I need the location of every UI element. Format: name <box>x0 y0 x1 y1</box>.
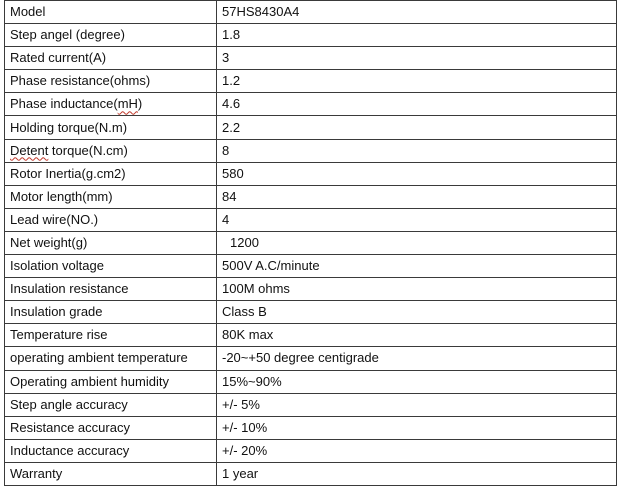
spec-row-operating-humidity <box>5 370 617 393</box>
spec-value: 80K max <box>217 324 617 347</box>
spec-value: 100M ohms <box>217 278 617 301</box>
spec-row-detent-torque <box>5 139 617 162</box>
spec-value: 8 <box>217 139 617 162</box>
spec-value: -20~+50 degree centigrade <box>217 347 617 370</box>
spec-row-phase-inductance <box>5 93 617 116</box>
spec-label: Isolation voltage <box>5 255 217 278</box>
spec-row-rotor-inertia <box>5 162 617 185</box>
spec-label: Resistance accuracy <box>5 416 217 439</box>
spec-value: 1.2 <box>217 70 617 93</box>
spec-row-holding-torque <box>5 116 617 139</box>
spec-row-warranty <box>5 462 617 485</box>
spec-value: 2.2 <box>217 116 617 139</box>
spec-row-motor-length <box>5 185 617 208</box>
spec-value: +/- 5% <box>217 393 617 416</box>
spec-label: Holding torque(N.m) <box>5 116 217 139</box>
spec-label: Motor length(mm) <box>5 185 217 208</box>
spec-value: 3 <box>217 47 617 70</box>
spec-row-lead-wire <box>5 208 617 231</box>
spec-value: 4.6 <box>217 93 617 116</box>
spec-label: Lead wire(NO.) <box>5 208 217 231</box>
spec-value: 4 <box>217 208 617 231</box>
spec-row-temperature-rise <box>5 324 617 347</box>
spec-label: Step angle accuracy <box>5 393 217 416</box>
spellcheck-underlined-text: mH <box>117 96 138 112</box>
spec-label: Insulation grade <box>5 301 217 324</box>
motor-spec-table <box>4 0 617 486</box>
spec-label: Temperature rise <box>5 324 217 347</box>
spec-row-model <box>5 1 617 24</box>
spec-value: 580 <box>217 162 617 185</box>
spec-value: Class B <box>217 301 617 324</box>
spec-label: Rated current(A) <box>5 47 217 70</box>
spec-row-insulation-grade <box>5 301 617 324</box>
spec-label <box>5 139 217 162</box>
spec-row-inductance-accuracy <box>5 439 617 462</box>
spec-label <box>5 93 217 116</box>
spec-label: Model <box>5 1 217 24</box>
spec-label-part: ) <box>137 96 143 112</box>
spec-label: Operating ambient humidity <box>5 370 217 393</box>
spec-label: Rotor Inertia(g.cm2) <box>5 162 217 185</box>
spec-label: Phase resistance(ohms) <box>5 70 217 93</box>
spec-row-phase-resistance <box>5 70 617 93</box>
spec-row-rated-current <box>5 47 617 70</box>
spec-row-step-angle-accuracy <box>5 393 617 416</box>
spec-value: 57HS8430A4 <box>217 1 617 24</box>
spec-value: 1200 <box>217 231 617 254</box>
spec-label: Net weight(g) <box>5 231 217 254</box>
spec-label: operating ambient temperature <box>5 347 217 370</box>
spec-label-part: torque(N.cm) <box>48 142 128 158</box>
spellcheck-underlined-text: Detent <box>10 142 49 158</box>
spec-row-operating-temperature <box>5 347 617 370</box>
spec-label: Warranty <box>5 462 217 485</box>
spec-label: Insulation resistance <box>5 278 217 301</box>
spec-value: 84 <box>217 185 617 208</box>
spec-value: 15%~90% <box>217 370 617 393</box>
spec-label-part: Phase inductance( <box>10 96 118 112</box>
spec-row-net-weight <box>5 231 617 254</box>
spec-value: 500V A.C/minute <box>217 255 617 278</box>
spec-row-isolation-voltage <box>5 255 617 278</box>
spec-value: +/- 10% <box>217 416 617 439</box>
spec-value: 1.8 <box>217 24 617 47</box>
spec-value: +/- 20% <box>217 439 617 462</box>
spec-row-resistance-accuracy <box>5 416 617 439</box>
spec-value: 1 year <box>217 462 617 485</box>
spec-row-step-angle <box>5 24 617 47</box>
spec-label: Step angel (degree) <box>5 24 217 47</box>
spec-label: Inductance accuracy <box>5 439 217 462</box>
spec-row-insulation-resistance <box>5 278 617 301</box>
